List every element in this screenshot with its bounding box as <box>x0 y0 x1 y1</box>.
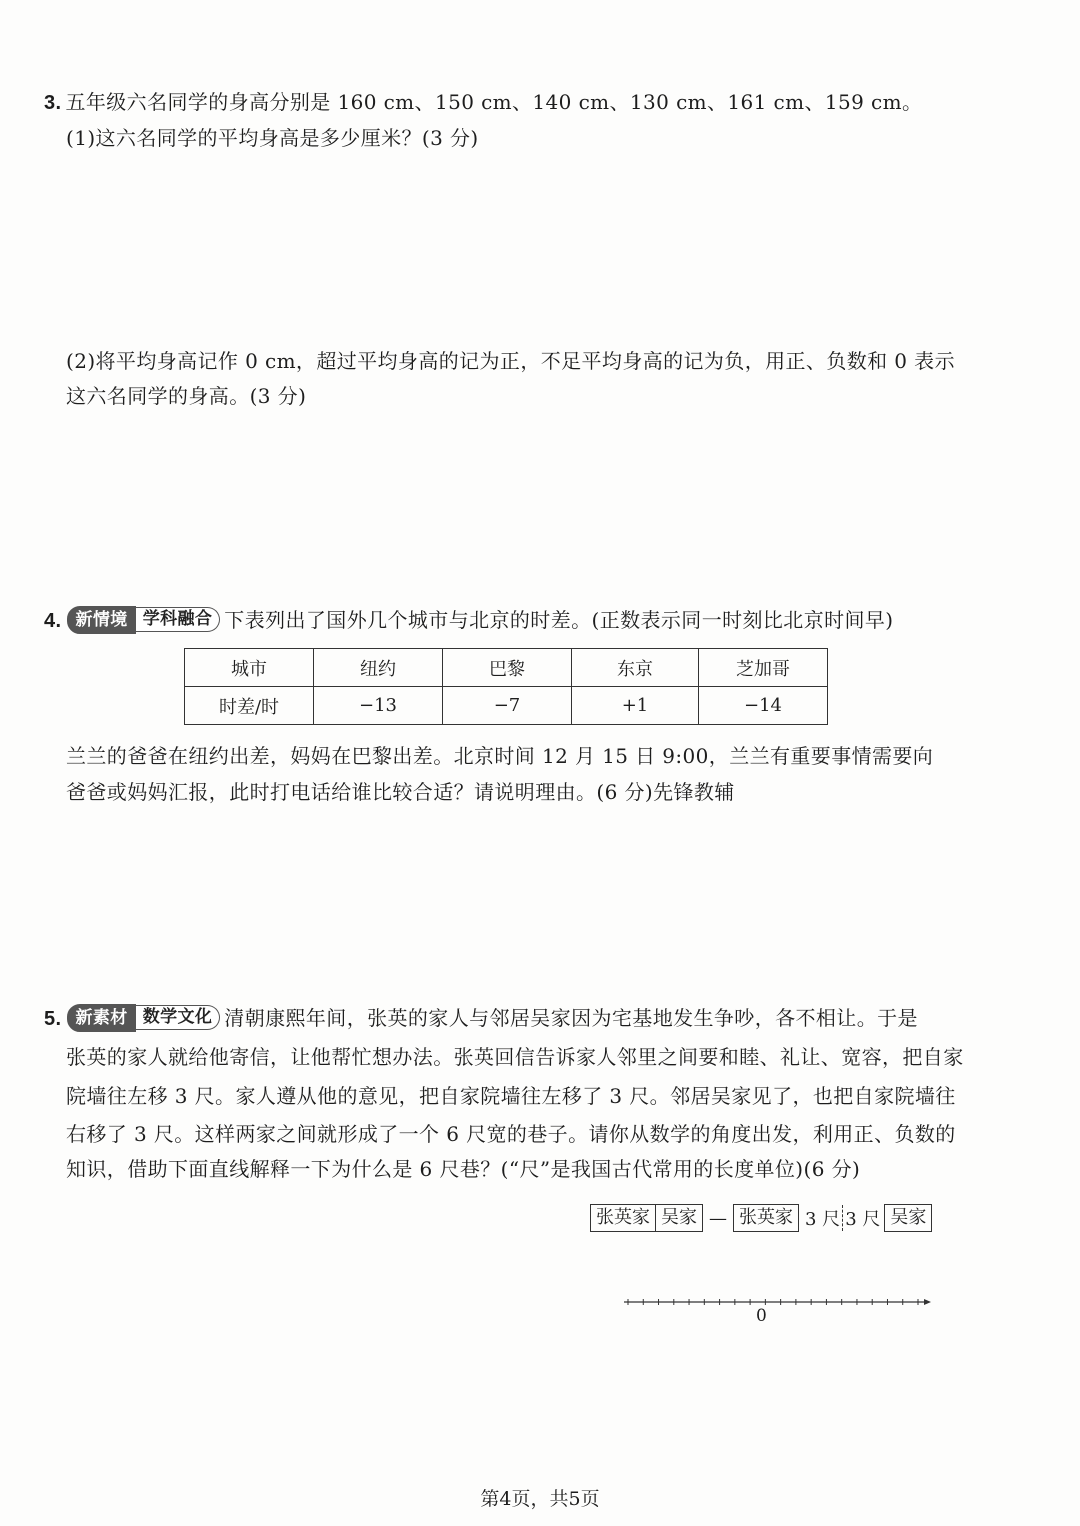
q4-number: 4. <box>44 610 62 632</box>
q5-line3: 院墙往左移 3 尺。家人遵从他的意见，把自家院墙往左移了 3 尺。邻居吴家见了，也把自家院墙往 <box>66 1084 956 1108</box>
table-cell: 城市 <box>185 649 314 687</box>
wall-diagram <box>590 1204 932 1232</box>
number-line <box>620 1290 940 1330</box>
q5-line2: 张英的家人就给他寄信，让他帮忙想办法。张英回信告诉家人邻里之间要和睦、礼让、宽容，把自家 <box>66 1045 964 1069</box>
gap-left-label: 3 尺 <box>805 1209 841 1230</box>
q4-stem-line <box>44 606 894 635</box>
q4-body-line1: 兰兰的爸爸在纽约出差，妈妈在巴黎出差。北京时间 12 月 15 日 9:00，兰兰有重要事情需要向 <box>66 744 934 768</box>
q4-body-line2: 爸爸或妈妈汇报，此时打电话给谁比较合适？请说明理由。(6 分)先锋教辅 <box>66 780 735 804</box>
q3-part2-line2: 这六名同学的身高。(3 分) <box>66 384 307 408</box>
table-cell: 芝加哥 <box>699 649 828 687</box>
center-dashed-line <box>842 1205 843 1231</box>
q4-tag <box>67 607 220 633</box>
table-cell: 纽约 <box>314 649 443 687</box>
q4-tag-subject: 学科融合 <box>136 607 221 632</box>
table-cell: −7 <box>443 687 572 725</box>
page-footer: 第4页，共5页 <box>480 1488 600 1510</box>
q5-tag-culture: 数学文化 <box>136 1005 221 1030</box>
after-wu-house: 吴家 <box>890 1207 927 1228</box>
table-cell: −14 <box>699 687 828 725</box>
q5-text-line1: 清朝康熙年间，张英的家人与邻居吴家因为宅基地发生争吵，各不相让。于是 <box>224 1006 918 1030</box>
table-row <box>185 687 828 725</box>
before-zhang-house: 张英家 <box>596 1207 650 1228</box>
gap-right-label: 3 尺 <box>845 1209 881 1230</box>
after-wu-box <box>884 1204 932 1232</box>
table-cell: +1 <box>572 687 699 725</box>
q3-part1: (1)这六名同学的平均身高是多少厘米？(3 分) <box>66 126 479 150</box>
q5-tag <box>67 1005 220 1031</box>
after-zhang-house: 张英家 <box>739 1207 793 1228</box>
q5-tag-material: 新素材 <box>67 1004 135 1032</box>
before-wu-house: 吴家 <box>655 1205 702 1231</box>
q5-line5: 知识，借助下面直线解释一下为什么是 6 尺巷？(“尺”是我国古代常用的长度单位)(6 分) <box>66 1157 861 1181</box>
number-line-origin-label: 0 <box>756 1306 767 1326</box>
q5-line1 <box>44 1004 918 1033</box>
table-header-row <box>185 649 828 687</box>
q4-stem: 下表列出了国外几个城市与北京的时差。(正数表示同一时刻比北京时间早) <box>224 608 894 632</box>
before-move-boxes <box>590 1204 703 1232</box>
q4-tag-scenario: 新情境 <box>67 606 135 634</box>
after-zhang-box <box>733 1204 799 1232</box>
q3-stem-line <box>44 88 922 117</box>
table-cell: 东京 <box>572 649 699 687</box>
time-difference-table <box>184 648 828 725</box>
diagram-arrow: — <box>709 1207 727 1229</box>
q3-part2-line1: (2)将平均身高记作 0 cm，超过平均身高的记为正，不足平均身高的记为负，用正、负数和 0 表示 <box>66 349 955 373</box>
q5-line4: 右移了 3 尺。这样两家之间就形成了一个 6 尺宽的巷子。请你从数学的角度出发，利用正、负数的 <box>66 1122 956 1146</box>
q3-number: 3. <box>44 92 62 114</box>
table-cell: 巴黎 <box>443 649 572 687</box>
table-cell: 时差/时 <box>185 687 314 725</box>
table-cell: −13 <box>314 687 443 725</box>
number-line-arrow <box>924 1299 931 1305</box>
q3-stem: 五年级六名同学的身高分别是 160 cm、150 cm、140 cm、130 cm、161 cm、159 cm。 <box>65 90 923 114</box>
q5-number: 5. <box>44 1008 62 1030</box>
